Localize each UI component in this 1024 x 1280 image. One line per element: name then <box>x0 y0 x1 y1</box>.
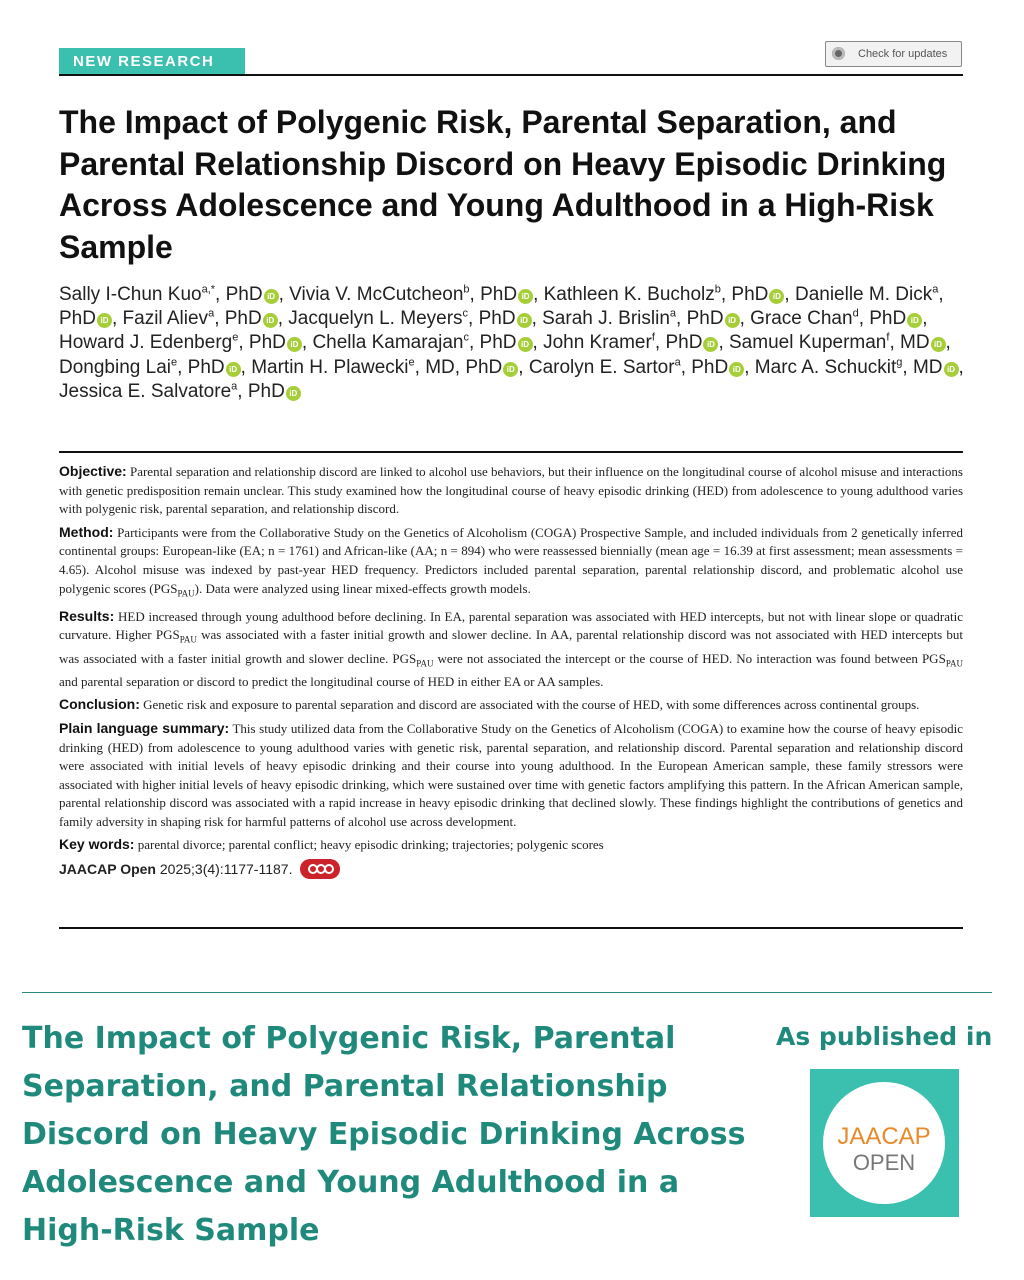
author-name: John Kramer <box>543 332 652 354</box>
orcid-icon[interactable]: iD <box>931 337 946 352</box>
keywords-label: Key words: <box>59 836 135 853</box>
orcid-icon[interactable]: iD <box>729 362 744 377</box>
author <box>543 332 718 353</box>
author <box>59 357 241 378</box>
orcid-icon[interactable]: iD <box>944 362 959 377</box>
abstract-method <box>59 523 963 603</box>
author-degree: , PhD <box>238 332 286 354</box>
citation-line <box>59 859 963 879</box>
author <box>529 357 744 378</box>
promo-title: The Impact of Polygenic Risk, Parental Separation, and Parental Relationship Discord on Heavy Episodic Drinking Across Adolescence and Young Adulthood in a High-Risk Sample <box>22 1021 746 1248</box>
logo-circle <box>823 1082 945 1204</box>
journal-name: JAACAP Open <box>59 861 156 878</box>
author-affiliation: c <box>462 307 469 320</box>
orcid-icon[interactable]: iD <box>518 289 533 304</box>
author <box>123 308 278 329</box>
author <box>288 308 531 329</box>
abstract-results <box>59 607 963 692</box>
author-name: Sarah J. Brislin <box>542 308 670 330</box>
orcid-icon[interactable]: iD <box>703 337 718 352</box>
author-name: Kathleen K. Bucholz <box>543 284 715 305</box>
abstract-plain-language <box>59 719 963 832</box>
author-name: Danielle M. Dick <box>794 284 933 305</box>
orcid-icon[interactable]: iD <box>907 313 922 328</box>
orcid-icon[interactable]: iD <box>226 362 241 377</box>
author-name: Fazil Aliev <box>122 308 209 330</box>
author-affiliation: a,* <box>201 283 216 296</box>
logo-jaacap-text: JAACAP <box>837 1123 931 1150</box>
author-name: Grace Chan <box>750 308 853 330</box>
author-name: Sally I-Chun Kuo <box>59 284 202 305</box>
abstract-conclusion <box>59 695 963 715</box>
author <box>59 284 279 305</box>
author <box>289 284 533 305</box>
author <box>750 308 922 329</box>
author <box>312 332 532 353</box>
author-affiliation: a <box>932 283 939 296</box>
orcid-icon[interactable]: iD <box>286 386 301 401</box>
author <box>544 284 785 305</box>
results-label: Results: <box>59 607 115 624</box>
author-name: Samuel Kuperman <box>729 332 887 354</box>
author-name: Dongbing Lai <box>59 356 171 378</box>
logo-open-text: OPEN <box>852 1150 916 1175</box>
author <box>542 308 739 329</box>
author <box>729 332 946 353</box>
check-for-updates-button[interactable] <box>825 41 962 67</box>
header-rule <box>59 74 963 76</box>
author-degree: , PhD <box>468 332 517 354</box>
author-degree: , PhD <box>469 284 518 305</box>
crossmark-icon <box>832 47 845 60</box>
orcid-icon[interactable]: iD <box>769 289 784 304</box>
plain-language-text: This study utilized data from the Collaborative Study on the Genetics of Alcoholism (COGA) to examine how the course of heavy episodic drinking (HED) from adolescence to young adulthood varies with genetic risk, parental separation, and relationship discord. Parental separation and relationship discord were associated with initial levels of heavy episodic drinking and their course into young adulthood. In the European American sample, these family stressors were associated with higher initial levels of heavy episodic drinking, which were sustained over time with genetic factors amplifying this pattern. In the African American sample, parental relationship discord was associated with a rapid increase in heavy episodic drinking that declined slowly. These findings highlight the contributions of genetics and family adversity in shaping risk for harmful patterns of alcohol use across development. <box>59 720 964 829</box>
objective-text: Parental separation and relationship discord are linked to alcohol use behaviors, but their influence on the longitudinal course of alcohol misuse and interactions with genetic predisposition remain unclear. This study examined how the longitudinal course of heavy episodic drinking (HED) from adolescence to young adulthood varies with polygenic risk, parental separation, and relationship discord. <box>59 464 963 517</box>
abstract-bottom-rule <box>59 927 963 929</box>
new-research-badge: NEW RESEARCH <box>59 48 245 75</box>
author-degree: , PhD <box>215 284 263 305</box>
author-list: Sally I-Chun Kuo$^{a,*}$, PhD iD , Vivia V. McCutcheon$^b$, PhD iD , Kathleen K. Bucholz$^b$, PhD iD , Danielle M. Dick$^a$, PhD iD , Fazil Aliev$^a$, PhD iD , Jacquelyn L. Meyers$^c$, PhD iD , Sarah J. Brislin$^a$, PhD iD , Grace Chan$^d$, PhD iD , Howard J. Edenberg$^e$, PhD iD , Chella Kamarajan$^c$, PhD iD , John Kramer$^f$, PhD iD , Samuel Kuperman$^f$, MD iD , Dongbing Lai$^e$, PhD iD , Martin H. Plawecki$^e$, MD, PhD iD , Carolyn E. Sartor$^a$, PhD iD , Marc A. Schuckit$^g$, MD iD , Jessica E. Salvatore$^a$, PhD iD <box>59 283 964 402</box>
author-affiliation: a <box>231 380 238 393</box>
author-degree: , MD <box>889 332 930 354</box>
author-name: Martin H. Plawecki <box>251 356 409 378</box>
author-affiliation: b <box>463 283 470 296</box>
results-text: HED increased through young adulthood before declining. In EA, parental separation was associated with HED intercepts, but not with linear slope or quadratic curvature. Higher $PGS_{PAU}$ was associated with a faster initial growth and slower decline. In AA, parental relationship discord was not associated with HED intercepts but was associated with a faster initial growth and slower decline. $PGS_{PAU}$ were not associated the intercept or the course of HED. No interaction was found between $PGS_{PAU}$ and parental separation or discord to predict the longitudinal course of HED in either EA or AA samples. <box>59 608 964 689</box>
author-name: Vivia V. McCutcheon <box>289 284 464 305</box>
author-affiliation: g <box>896 356 903 369</box>
author-affiliation: a <box>208 307 215 320</box>
check-for-updates-label: Check for updates <box>858 48 948 60</box>
orcid-icon[interactable]: iD <box>97 313 112 328</box>
abstract-keywords <box>59 835 963 855</box>
author <box>59 332 302 353</box>
objective-label: Objective: <box>59 463 127 479</box>
conclusion-label: Conclusion: <box>59 696 140 713</box>
author-name: Carolyn E. Sartor <box>528 356 675 378</box>
abstract <box>59 462 963 879</box>
abstract-objective <box>59 462 963 519</box>
orcid-icon[interactable]: iD <box>264 289 279 304</box>
author <box>59 381 301 402</box>
author-affiliation: f <box>651 332 655 345</box>
author-affiliation: e <box>408 356 415 369</box>
author-affiliation: d <box>852 307 859 320</box>
author-degree: , PhD <box>720 284 769 305</box>
keywords-text: parental divorce; parental conflict; heavy episodic drinking; trajectories; polygenic scores <box>137 837 604 853</box>
author-degree: , PhD <box>676 308 724 330</box>
author-affiliation: a <box>669 307 677 320</box>
author-name: Jacquelyn L. Meyers <box>288 308 463 330</box>
author-degree: , PhD <box>654 332 703 354</box>
author-affiliation: c <box>463 332 469 345</box>
author-affiliation: b <box>714 283 721 296</box>
author-degree: , PhD <box>468 308 516 330</box>
author-degree: , PhD <box>59 284 944 330</box>
abstract-top-rule <box>59 451 963 453</box>
method-label: Method: <box>59 523 114 540</box>
author-name: Chella Kamarajan <box>312 332 464 354</box>
article-title: The Impact of Polygenic Risk, Parental Separation, and Parental Relationship Discord on Heavy Episodic Drinking Across Adolescence and Young Adulthood in a High-Risk Sample <box>59 104 947 265</box>
orcid-icon[interactable]: iD <box>263 313 278 328</box>
orcid-icon[interactable]: iD <box>287 337 302 352</box>
author-degree: , PhD <box>680 356 729 378</box>
orcid-icon[interactable]: iD <box>503 362 518 377</box>
author-degree: , PhD <box>214 308 262 330</box>
author-degree: , PhD <box>237 380 285 402</box>
author-name: Marc A. Schuckit <box>754 356 897 378</box>
author-degree: , MD, PhD <box>414 356 503 378</box>
jaacap-open-logo <box>810 1069 959 1217</box>
author-affiliation: e <box>232 332 239 345</box>
orcid-icon[interactable]: iD <box>725 313 740 328</box>
conclusion-text: Genetic risk and exposure to parental separation and discord are associated with the course of HED, with some differences across continental groups. <box>143 697 920 713</box>
author-name: Jessica E. Salvatore <box>59 380 232 402</box>
divider <box>22 992 992 993</box>
as-published-in-label: As published in <box>776 1022 993 1051</box>
author-affiliation: e <box>170 356 178 369</box>
plain-language-label: Plain language summary: <box>59 719 230 736</box>
citation-text: 2025;3(4):1177-1187. <box>155 861 293 878</box>
orcid-icon[interactable]: iD <box>518 337 533 352</box>
author-affiliation: a <box>674 356 681 369</box>
method-text: Participants were from the Collaborative Study on the Genetics of Alcoholism (COGA) Prospective Sample, and included individuals from 2 genetically inferred continental groups: European-like (EA; n = 1761) and African-like (AA; n = 894) who were reassessed biennially (mean age = 16.39 at first assessment; mean assessments = 4.65). Alcohol misuse was indexed by past-year HED frequency. Predictors included parental separation, parental relationship discord, and problematic alcohol use polygenic scores $(PGS_{PAU})$. Data were analyzed using linear mixed-effects growth models. <box>59 524 963 599</box>
orcid-icon[interactable]: iD <box>517 313 532 328</box>
author <box>755 357 959 378</box>
author-degree: , PhD <box>858 308 907 330</box>
crossmark-logo-icon[interactable] <box>300 859 340 879</box>
author-degree: , MD <box>902 356 943 378</box>
author <box>251 357 518 378</box>
author-affiliation: f <box>886 332 890 345</box>
author-name: Howard J. Edenberg <box>59 332 233 354</box>
author-degree: , PhD <box>177 356 225 378</box>
